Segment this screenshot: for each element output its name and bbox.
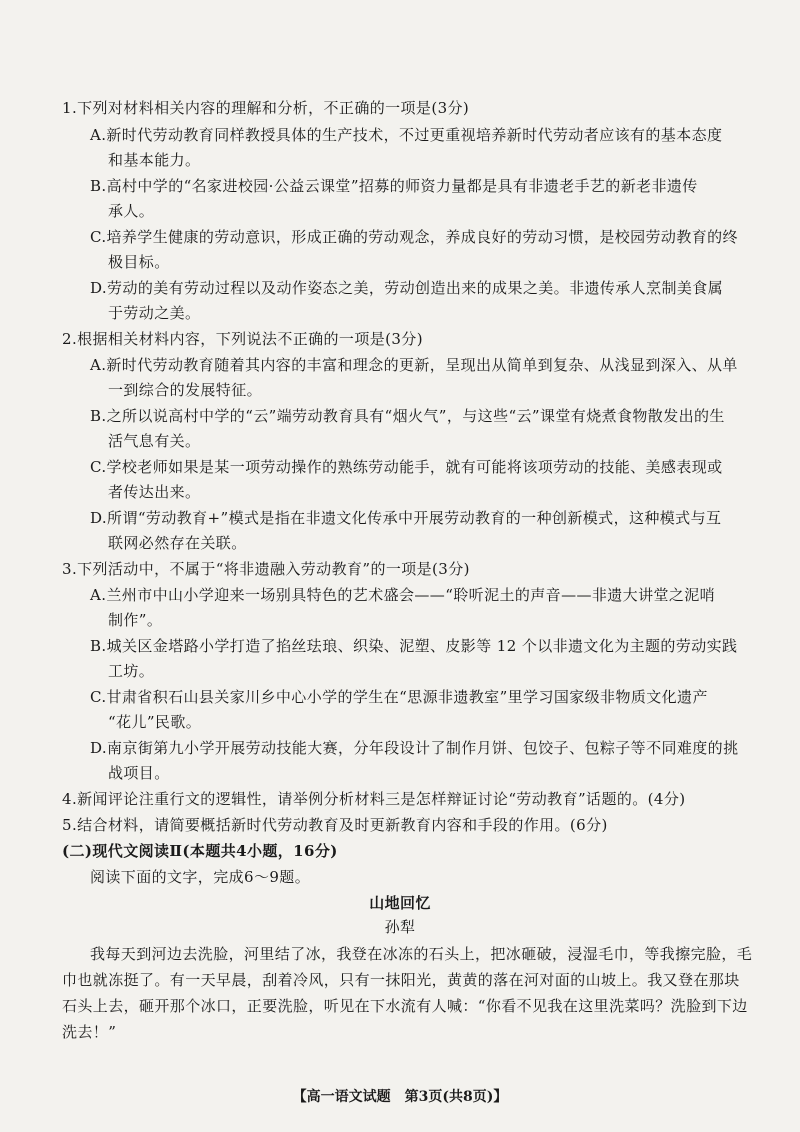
article-author: 孙犁 [384,918,416,936]
q2-option-b-cont: 活气息有关。 [108,432,201,450]
q1-option-b: B.高村中学的“名家进校园·公益云课堂”招募的师资力量都是具有非遗老手艺的新老非遗传 [90,177,698,195]
q1-option-a: A.新时代劳动教育同样教授具体的生产技术，不过更重视培养新时代劳动者应该有的基本态度 [90,126,723,144]
q2-option-c: C.学校老师如果是某一项劳动操作的熟练劳动能手，就有可能将该项劳动的技能、美感表现或 [90,458,723,476]
article-paragraph-line: 洗去！” [62,1023,117,1041]
q3-option-b: B.城关区金塔路小学打造了掐丝珐琅、织染、泥塑、皮影等 12 个以非遗文化为主题的劳动实践 [90,637,738,655]
q5-stem: 5.结合材料，请简要概括新时代劳动教育及时更新教育内容和手段的作用。(6分) [62,816,608,834]
q3-option-a: A.兰州市中山小学迎来一场别具特色的艺术盛会——“聆听泥土的声音——非遗大讲堂之泥哨 [90,586,716,604]
q1-option-d: D.劳动的美有劳动过程以及动作姿态之美，劳动创造出来的成果之美。非遗传承人烹制美食属 [90,279,724,297]
q3-option-c-cont: “花儿”民歌。 [108,713,202,731]
q1-option-a-cont: 和基本能力。 [108,151,201,169]
section-heading: (二)现代文阅读Ⅱ(本题共4小题，16分) [62,842,338,860]
q2-option-b: B.之所以说高村中学的“云”端劳动教育具有“烟火气”，与这些“云”课堂有烧煮食物散发出的生 [90,407,725,425]
q3-option-c: C.甘肃省积石山县关家川乡中心小学的学生在“思源非遗教室”里学习国家级非物质文化遗产 [90,688,708,706]
q1-option-b-cont: 承人。 [108,202,155,220]
q3-option-d-cont: 战项目。 [108,764,170,782]
article-title: 山地回忆 [369,894,431,912]
q3-option-d: D.南京街第九小学开展劳动技能大赛，分年段设计了制作月饼、包饺子、包粽子等不同难度的挑 [90,739,739,757]
q1-option-d-cont: 于劳动之美。 [108,304,201,322]
section-instruction: 阅读下面的文字，完成6～9题。 [90,868,311,886]
article-paragraph-line: 巾也就冻挺了。有一天早晨，刮着冷风，只有一抹阳光，黄黄的落在河对面的山坡上。我又登在那块 [62,971,740,989]
q3-option-a-cont: 制作”。 [108,611,163,629]
article-paragraph-line: 石头上去，砸开那个冰口，正要洗脸，听见在下水流有人喊：“你看不见我在这里洗菜吗？洗脸到下边 [62,997,748,1015]
q1-option-c: C.培养学生健康的劳动意识，形成正确的劳动观念，养成良好的劳动习惯，是校园劳动教育的终 [90,228,738,246]
article-paragraph-line: 我每天到河边去洗脸，河里结了冰，我登在冰冻的石头上，把冰砸破，浸湿毛巾，等我擦完脸，毛 [90,945,753,963]
q2-option-d: D.所谓“劳动教育+”模式是指在非遗文化传承中开展劳动教育的一种创新模式，这种模式与互 [90,509,722,527]
q2-option-c-cont: 者传达出来。 [108,483,201,501]
q2-stem: 2.根据相关材料内容，下列说法不正确的一项是(3分) [62,330,423,348]
q1-option-c-cont: 极目标。 [108,253,170,271]
q3-stem: 3.下列活动中，不属于“将非遗融入劳动教育”的一项是(3分) [62,560,470,578]
q2-option-a: A.新时代劳动教育随着其内容的丰富和理念的更新，呈现出从简单到复杂、从浅显到深入、从单 [90,356,738,374]
q2-option-d-cont: 联网必然存在关联。 [108,534,247,552]
q4-stem: 4.新闻评论注重行文的逻辑性，请举例分析材料三是怎样辩证讨论“劳动教育”话题的。(4分) [62,790,686,808]
q1-stem: 1.下列对材料相关内容的理解和分析，不正确的一项是(3分) [62,99,470,117]
page-footer: 【高一语文试题 第3页(共8页)】 [292,1089,508,1105]
q3-option-b-cont: 工坊。 [108,662,155,680]
q2-option-a-cont: 一到综合的发展特征。 [108,381,263,399]
